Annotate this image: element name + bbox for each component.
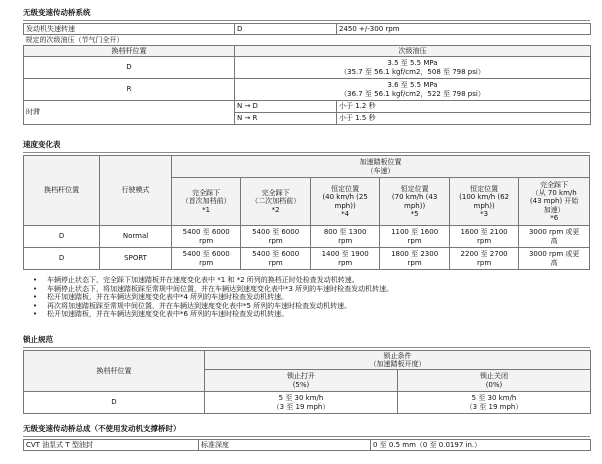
pressure-position: D [24, 57, 235, 79]
rpm-cell: 5400 至 6000 rpm [171, 248, 240, 270]
lockup-table [23, 350, 591, 414]
lockup-off-header: 锁止关闭 (0%) [398, 370, 591, 392]
section-divider [23, 347, 590, 348]
pressure-value: 3.6 至 5.5 MPa （36.7 至 56.1 kgf/cm2，522 至 798 psi） [235, 79, 591, 101]
stall-speed-position: D [235, 24, 337, 35]
section-title-cvt-system: 无级变速传动桥系统 [23, 8, 91, 17]
standard-depth-label: 标准深度 [199, 440, 371, 451]
note-item: • 松开加速踏板，并在车辆达到速度变化表中*4 所列的车速时检查发动机转速。 [33, 293, 588, 302]
rpm-cell: 1100 至 1600 rpm [380, 226, 449, 248]
speed-change-table [23, 155, 590, 270]
secondary-pressure-caption: 规定的次级油压（节气门全开） [24, 35, 591, 46]
condition-header: 恒定位置 (100 km/h (62 mph)) *3 [449, 178, 518, 226]
condition-header: 恒定位置 (70 km/h (43 mph)) *5 [380, 178, 449, 226]
lockup-lever-header: 换档杆位置 [24, 351, 205, 392]
lever-position-header: 换档杆位置 [24, 46, 235, 57]
lockup-lever-position: D [24, 392, 205, 414]
pressure-position: R [24, 79, 235, 101]
section-divider [23, 436, 590, 437]
lockup-row-d [24, 392, 591, 414]
rpm-cell: 5400 至 6000 rpm [241, 248, 310, 270]
time-lag-row [24, 101, 591, 113]
note-item: • 车辆停止状态下，完全踩下加速踏板并在速度变化表中 *1 和 *2 所列的换档正时处检查发动机转速。 [33, 276, 588, 285]
note-item: • 再次将加速踏板踩至常规中间位置，并在车辆达到速度变化表中*5 所列的车速时检查发动机转速。 [33, 302, 588, 311]
note-item: • 车辆停止状态下，将加速踏板踩至常规中间位置，并在车辆达到速度变化表中*3 所列的车速时检查发动机转速。 [33, 285, 588, 294]
secondary-pressure-header: 次级油压 [235, 46, 591, 57]
time-lag-label: 时滞 [24, 101, 235, 125]
stall-speed-row [24, 24, 591, 35]
speed-row-normal [24, 226, 590, 248]
transaxle-assembly-table [23, 439, 591, 451]
pressure-row-d [24, 57, 591, 79]
drive-mode: Normal [100, 226, 172, 248]
section-divider [23, 20, 590, 21]
rpm-cell: 5400 至 6000 rpm [171, 226, 240, 248]
condition-header: 恒定位置 (40 km/h (25 mph)) *4 [310, 178, 379, 226]
section-title-speed-table: 速度变化表 [23, 140, 61, 149]
time-lag-shift: N → D [235, 101, 337, 113]
cvt-system-table [23, 23, 591, 125]
pressure-value: 3.5 至 5.5 MPa （35.7 至 56.1 kgf/cm2，508 至 798 psi） [235, 57, 591, 79]
speed-row-sport [24, 248, 590, 270]
standard-depth-value: 0 至 0.5 mm（0 至 0.0197 in.） [371, 440, 591, 451]
pressure-row-r [24, 79, 591, 101]
speed-lever-position: D [24, 248, 100, 270]
time-lag-value: 小于 1.2 秒 [337, 101, 591, 113]
section-title-lockup: 锁止规范 [23, 335, 53, 344]
speed-lever-position: D [24, 226, 100, 248]
rpm-cell: 1600 至 2100 rpm [449, 226, 518, 248]
note-item: • 松开加速踏板，并在车辆达到速度变化表中*6 所列的车速时检查发动机转速。 [33, 310, 588, 319]
rpm-cell: 3000 rpm 或更 高 [519, 248, 590, 270]
stall-speed-label: 发动机失速转速 [24, 24, 235, 35]
drive-mode: SPORT [100, 248, 172, 270]
condition-header: 完全踩下 （二次加档前） *2 [241, 178, 310, 226]
accelerator-position-header: 加速踏板位置 （车速） [171, 156, 589, 178]
time-lag-value: 小于 1.5 秒 [337, 113, 591, 125]
lockup-on-speed: 5 至 30 km/h （3 至 19 mph） [205, 392, 398, 414]
speed-check-notes [33, 276, 588, 319]
time-lag-shift: N → R [235, 113, 337, 125]
rpm-cell: 3000 rpm 或更 高 [519, 226, 590, 248]
rpm-cell: 2200 至 2700 rpm [449, 248, 518, 270]
oil-seal-item: CVT 油泵式 T 型油封 [24, 440, 199, 451]
condition-header: 完全踩下 （从 70 km/h (43 mph) 开始 加速） *6 [519, 178, 590, 226]
lockup-condition-header: 锁止条件 （加速踏板开度） [205, 351, 591, 370]
condition-header: 完全踩下 （首次加档前） *1 [171, 178, 240, 226]
section-divider [23, 152, 590, 153]
lockup-off-speed: 5 至 30 km/h （3 至 19 mph） [398, 392, 591, 414]
rpm-cell: 800 至 1300 rpm [310, 226, 379, 248]
oil-seal-row [24, 440, 591, 451]
rpm-cell: 1400 至 1900 rpm [310, 248, 379, 270]
lockup-on-header: 锁止打开 (5%) [205, 370, 398, 392]
section-title-transaxle-assembly: 无级变速传动桥总成（不使用发动机支撑桥时） [23, 424, 181, 433]
rpm-cell: 1800 至 2300 rpm [380, 248, 449, 270]
speed-lever-header: 换档杆位置 [24, 156, 100, 226]
rpm-cell: 5400 至 6000 rpm [241, 226, 310, 248]
drive-mode-header: 行驶模式 [100, 156, 172, 226]
stall-speed-value: 2450 +/-300 rpm [337, 24, 591, 35]
